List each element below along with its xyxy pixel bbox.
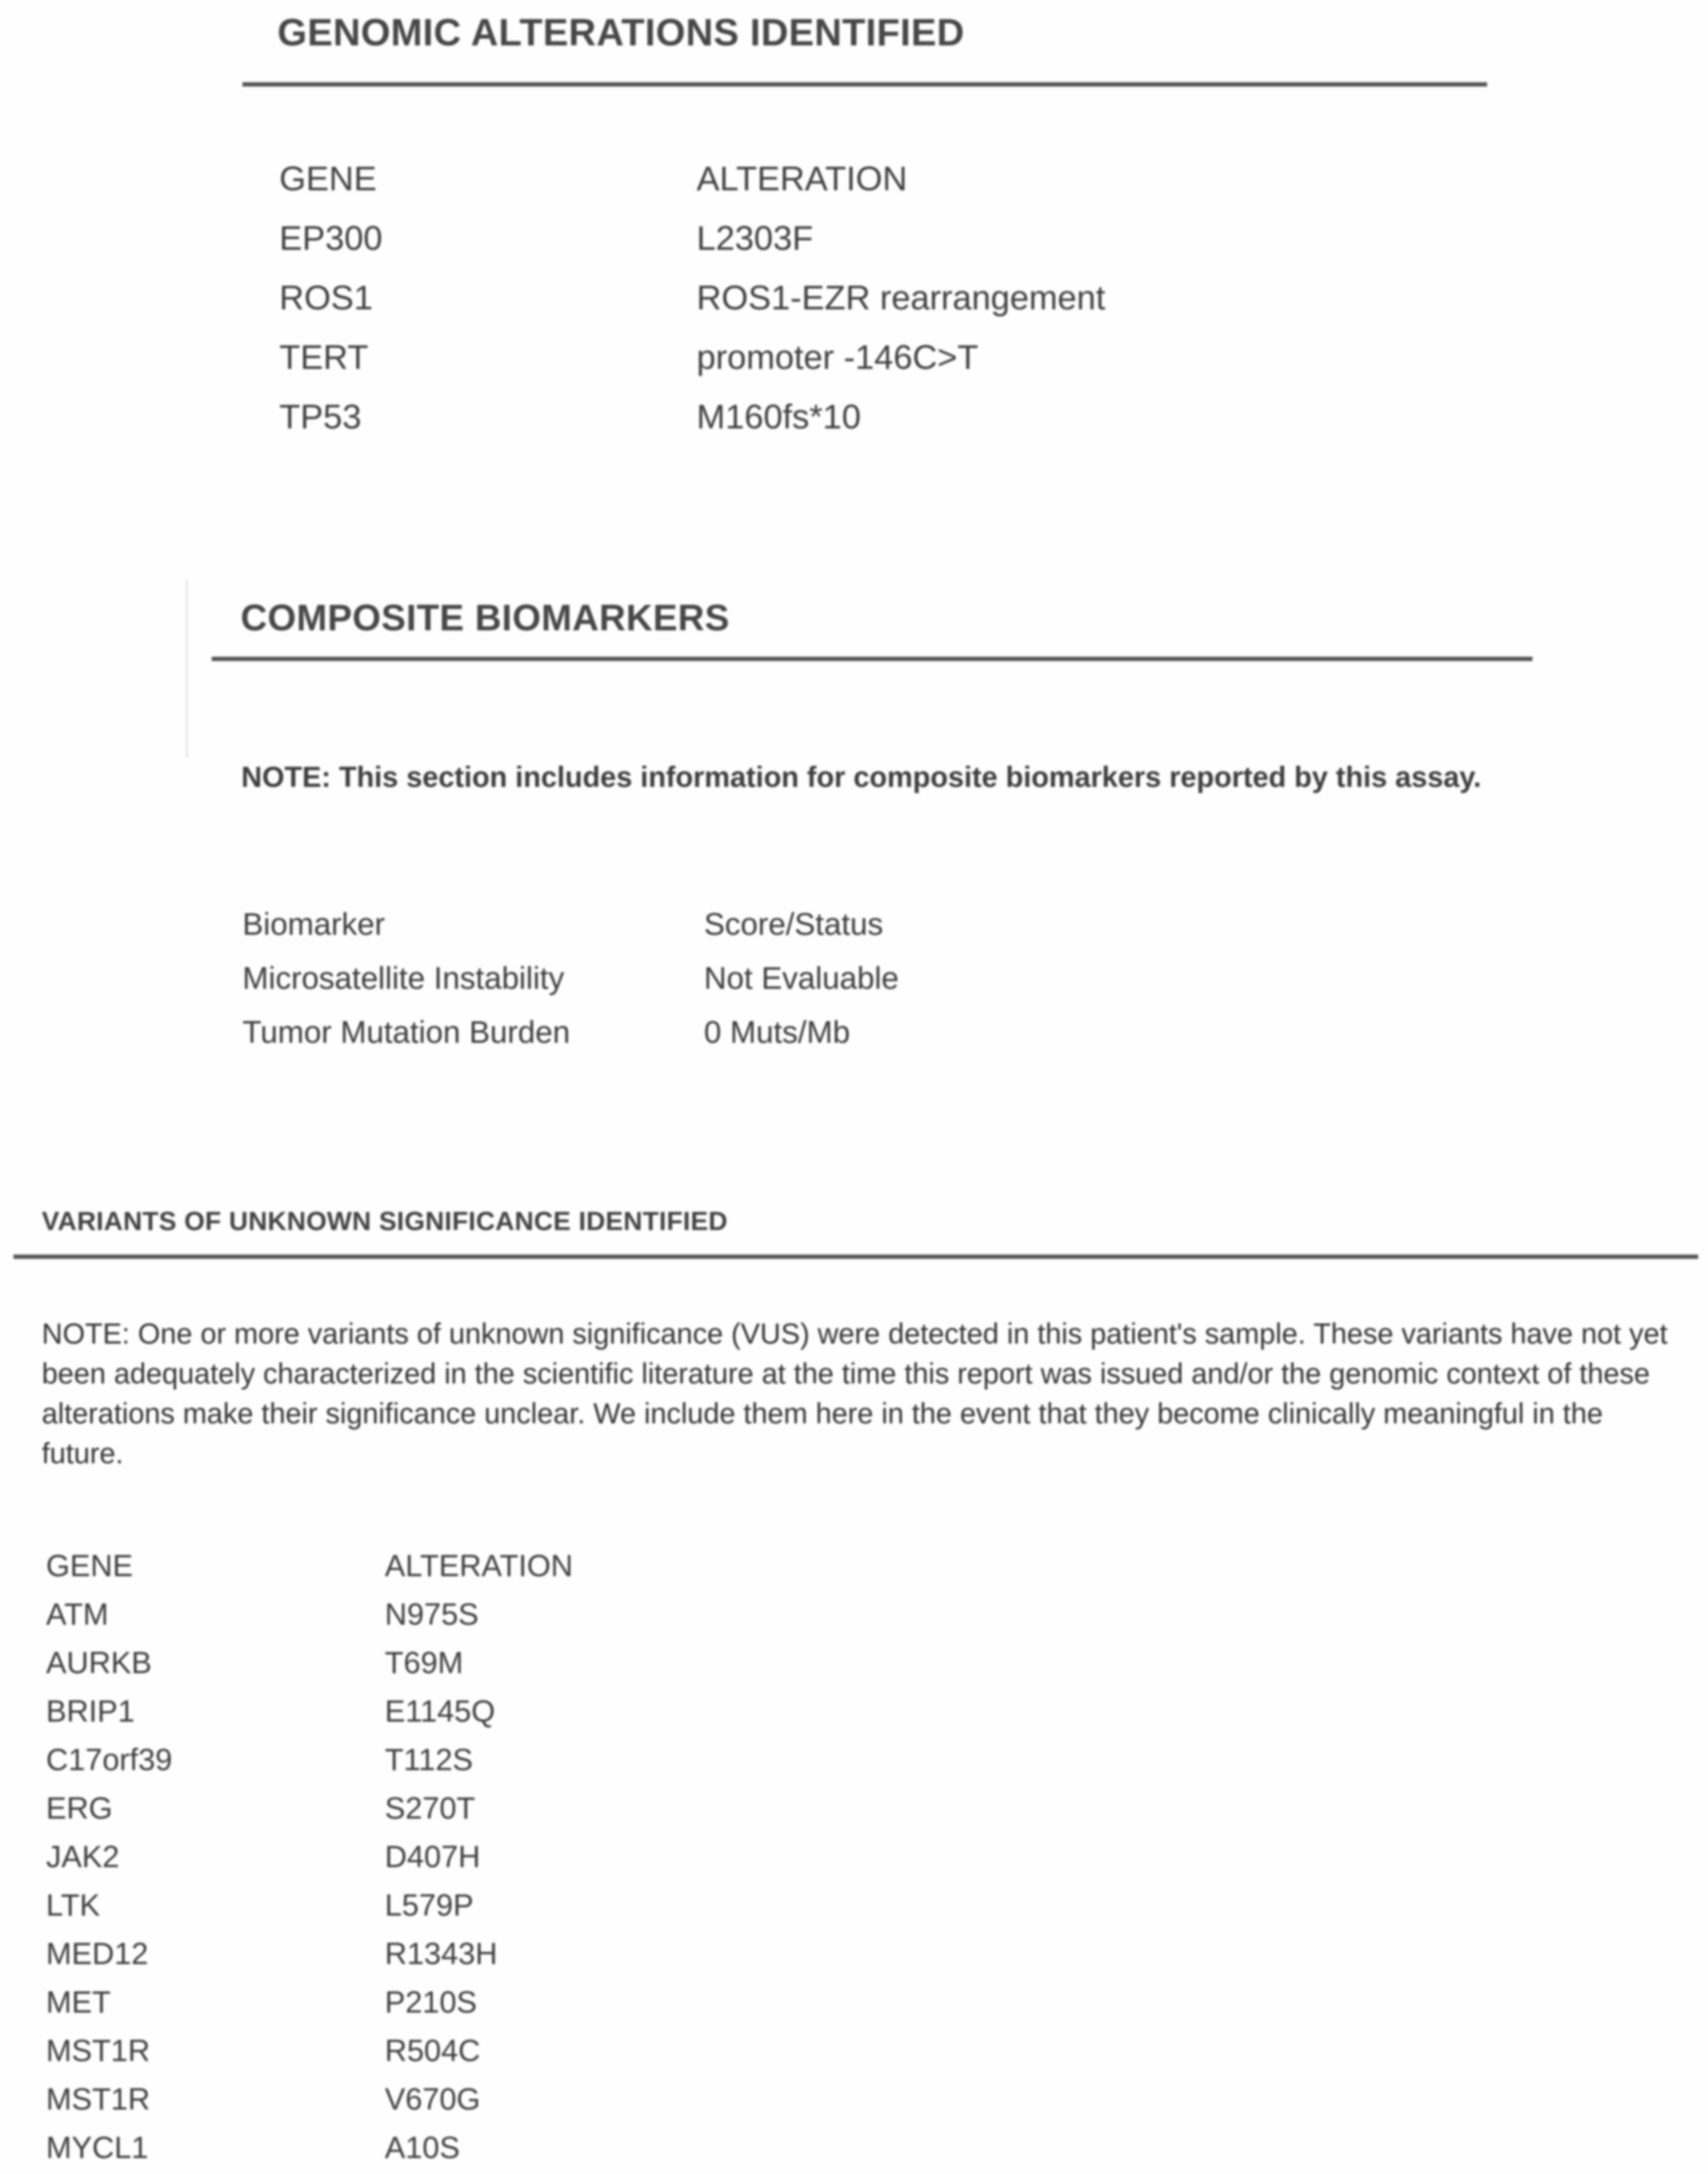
- gene-cell: TP53: [279, 397, 361, 436]
- alteration-cell: R1343H: [385, 1936, 498, 1971]
- composite-biomarkers-note: NOTE: This section includes information for composite biomarkers reported by this assay.: [241, 760, 1482, 793]
- gene-cell: MET: [46, 1985, 111, 2019]
- composite-biomarkers-title: COMPOSITE BIOMARKERS: [241, 597, 730, 638]
- gene-cell: ATM: [46, 1597, 109, 1631]
- alteration-cell: N975S: [385, 1597, 479, 1631]
- biomarker-cell: Tumor Mutation Burden: [242, 1015, 570, 1050]
- gene-cell: TERT: [279, 338, 369, 376]
- alteration-cell: L579P: [385, 1888, 474, 1922]
- genomic-alterations-title: GENOMIC ALTERATIONS IDENTIFIED: [277, 12, 965, 54]
- alteration-cell: ROS1-EZR rearrangement: [697, 278, 1106, 317]
- alteration-cell: P210S: [385, 1985, 477, 2019]
- alteration-cell: T112S: [385, 1743, 473, 1777]
- alteration-cell: M160fs*10: [697, 397, 861, 436]
- gene-cell: JAK2: [46, 1839, 120, 1874]
- gene-cell: ERG: [46, 1791, 113, 1825]
- vus-note: NOTE: One or more variants of unknown significance (VUS) were detected in this patient's sample. These variants have not yet been adequately characterized in the scientific literature at the time this report was issued and/or the genomic context of these alterations make their significance unclear. We include them here in the event that they become clinically meaningful in the future.: [42, 1317, 1668, 1469]
- score-status-column-header: Score/Status: [704, 907, 883, 942]
- gene-column-header: GENE: [46, 1549, 133, 1583]
- scan-artifact-line: [186, 580, 188, 758]
- gene-cell: ROS1: [279, 278, 373, 317]
- biomarker-cell: Microsatellite Instability: [242, 961, 565, 996]
- gene-cell: AURKB: [46, 1646, 152, 1680]
- score-status-cell: Not Evaluable: [704, 961, 899, 996]
- alteration-cell: S270T: [385, 1791, 476, 1825]
- gene-column-header: GENE: [279, 159, 377, 198]
- gene-cell: MST1R: [46, 2033, 150, 2068]
- genomic-alterations-table: [279, 149, 1249, 446]
- score-status-cell: 0 Muts/Mb: [704, 1015, 851, 1050]
- composite-biomarkers-table: [242, 897, 1134, 1059]
- vus-underline: [14, 1255, 1698, 1259]
- gene-cell: EP300: [279, 219, 383, 257]
- alteration-cell: L2303F: [697, 219, 813, 257]
- alteration-cell: A10S: [385, 2130, 460, 2165]
- alteration-cell: E1145Q: [385, 1694, 495, 1728]
- alteration-cell: R504C: [385, 2033, 481, 2068]
- alteration-column-header: ALTERATION: [385, 1549, 573, 1583]
- genomic-alterations-underline: [242, 82, 1487, 87]
- biomarker-column-header: Biomarker: [242, 907, 385, 942]
- alteration-cell: D407H: [385, 1839, 481, 1874]
- gene-cell: C17orf39: [46, 1743, 172, 1777]
- vus-title: VARIANTS OF UNKNOWN SIGNIFICANCE IDENTIFIED: [42, 1207, 728, 1236]
- gene-cell: LTK: [46, 1888, 100, 1922]
- alteration-column-header: ALTERATION: [697, 159, 908, 198]
- gene-cell: MED12: [46, 1936, 149, 1971]
- vus-table: [46, 1542, 814, 2172]
- alteration-cell: T69M: [385, 1646, 463, 1680]
- gene-cell: MST1R: [46, 2082, 150, 2116]
- gene-cell: BRIP1: [46, 1694, 135, 1728]
- alteration-cell: V670G: [385, 2082, 481, 2116]
- composite-biomarkers-underline: [212, 657, 1532, 661]
- gene-cell: MYCL1: [46, 2130, 149, 2165]
- alteration-cell: promoter -146C>T: [697, 338, 979, 376]
